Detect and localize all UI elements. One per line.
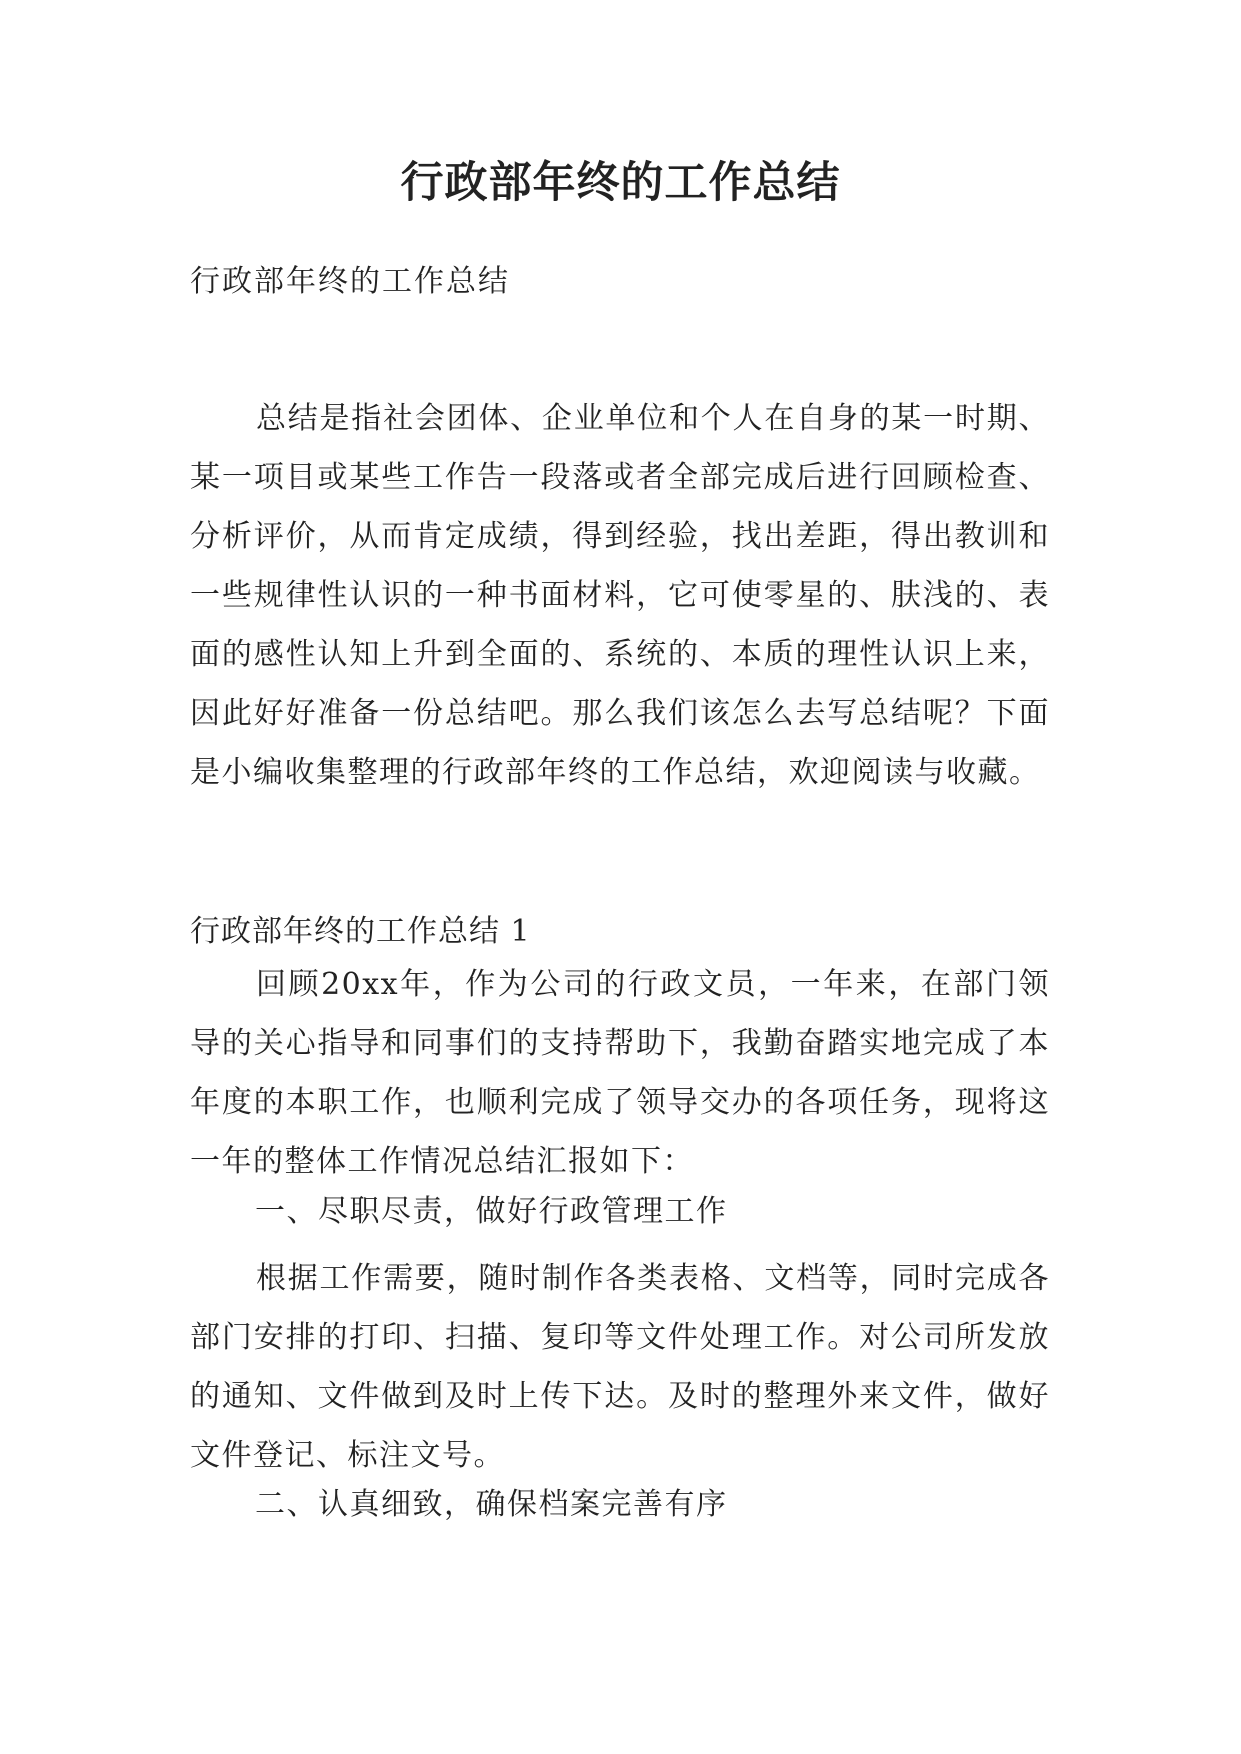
section-heading: 行政部年终的工作总结 1 <box>190 914 531 949</box>
document-subtitle: 行政部年终的工作总结 <box>190 264 510 299</box>
item-paragraph: 根据工作需要，随时制作各类表格、文档等，同时完成各部门安排的打印、扫描、复印等文件处理工作。对公司所发放的通知、文件做到及时上传下达。及时的整理外来文件，做好文件登记、标注文号。 <box>190 1261 1050 1473</box>
intro-paragraph: 总结是指社会团体、企业单位和个人在自身的某一时期、某一项目或某些工作告一段落或者全部完成后进行回顾检查、分析评价，从而肯定成绩，得到经验，找出差距，得出教训和一些规律性认识的一种书面材料，它可使零星的、肤浅的、表面的感性认知上升到全面的、系统的、本质的理性认识上来，因此好好准备一份总结吧。那么我们该怎么去写总结呢？下面是小编收集整理的行政部年终的工作总结，欢迎阅读与收藏。 <box>190 401 1050 790</box>
document-title: 行政部年终的工作总结 <box>400 158 841 208</box>
item-heading: 一、尽职尽责，做好行政管理工作 <box>255 1194 728 1229</box>
section-paragraph: 回顾20xx年，作为公司的行政文员，一年来，在部门领导的关心指导和同事们的支持帮助下，我勤奋踏实地完成了本年度的本职工作，也顺利完成了领导交办的各项任务，现将这一年的整体工作情况总结汇报如下： <box>190 967 1050 1179</box>
item-heading: 二、认真细致，确保档案完善有序 <box>255 1487 728 1522</box>
